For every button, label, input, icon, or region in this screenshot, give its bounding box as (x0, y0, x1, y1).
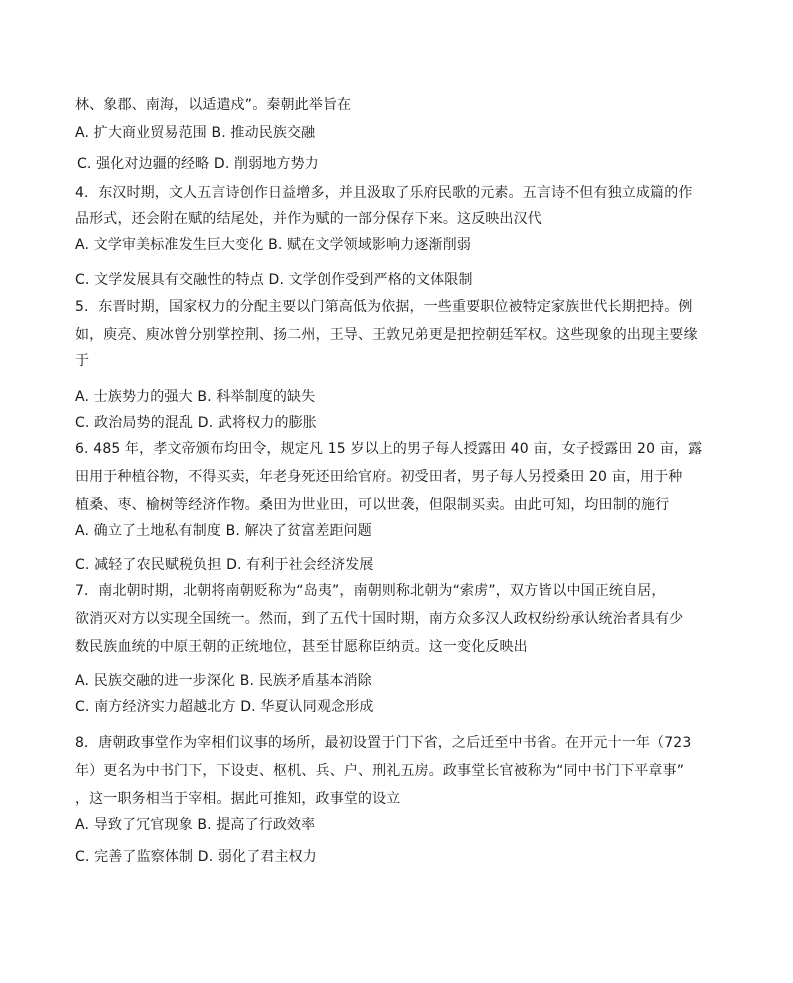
q7-stem-line2: 欲消灭对方以实现全国统一。然而，到了五代十国时期，南方众多汉人政权纷纷承认统治者具有少 (75, 611, 684, 627)
q8-stem-line3: ，这一职务相当于宰相。据此可推知，政事堂的设立 (75, 791, 401, 807)
q8-stem-line2: 年）更名为中书门下，下设吏、枢机、兵、户、刑礼五房。政事堂长官被称为“同中书门下平章事” (75, 763, 685, 779)
q6-stem-line3: 植桑、枣、榆树等经济作物。桑田为世业田，可以世袭，但限制买卖。由此可知，均田制的施行 (75, 497, 670, 513)
q6-stem-line2: 田用于种植谷物，不得买卖，年老身死还田给官府。初受田者，男子每人另授桑田 20 亩，用于种 (75, 469, 683, 485)
q3-stem-tail: 林、象郡、南海，以适遣戍”。秦朝此举旨在 (75, 97, 352, 113)
q3-options-ab: A. 扩大商业贸易范围 B. 推动民族交融 (75, 125, 316, 141)
q8-stem-line1: 8．唐朝政事堂作为宰相们议事的场所，最初设置于门下省，之后迁至中书省。在开元十一年（723 (75, 735, 692, 751)
q6-options-cd: C. 减轻了农民赋税负担 D. 有利于社会经济发展 (75, 557, 374, 573)
q4-options-ab: A. 文学审美标准发生巨大变化 B. 赋在文学领域影响力逐渐削弱 (75, 237, 471, 253)
q8-options-cd: C. 完善了监察体制 D. 弱化了君主权力 (75, 849, 317, 865)
q5-stem-line1: 5．东晋时期，国家权力的分配主要以门第高低为依据，一些重要职位被特定家族世代长期把持。例 (75, 299, 693, 315)
q5-stem-line3: 于 (75, 353, 90, 369)
q7-stem-line1: 7．南北朝时期，北朝将南朝贬称为“岛夷”，南朝则称北朝为“索虏”，双方皆以中国正统自居， (75, 583, 666, 599)
q4-stem-line2: 品形式，还会附在赋的结尾处，并作为赋的一部分保存下来。这反映出汉代 (75, 211, 542, 227)
q3-options-cd: C. 强化对边疆的经略 D. 削弱地方势力 (77, 156, 319, 172)
q5-options-cd: C. 政治局势的混乱 D. 武将权力的膨胀 (75, 415, 317, 431)
q7-stem-line3: 数民族血统的中原王朝的正统地位，甚至甘愿称臣纳贡。这一变化反映出 (75, 639, 528, 655)
q6-stem-line1: 6. 485 年，孝文帝颁布均田令，规定凡 15 岁以上的男子每人授露田 40 亩，女子授露田 20 亩，露 (75, 441, 703, 457)
q5-stem-line2: 如，庾亮、庾冰曾分别掌控荆、扬二州，王导、王敦兄弟更是把控朝廷军权。这些现象的出现主要缘 (75, 327, 698, 343)
q5-options-ab: A. 士族势力的强大 B. 科举制度的缺失 (75, 389, 316, 405)
q4-options-cd: C. 文学发展具有交融性的特点 D. 文学创作受到严格的文体限制 (75, 272, 473, 288)
q4-stem-line1: 4．东汉时期，文人五言诗创作日益增多，并且汲取了乐府民歌的元素。五言诗不但有独立成篇的作 (75, 185, 693, 201)
q8-options-ab: A. 导致了冗官现象 B. 提高了行政效率 (75, 817, 316, 833)
q7-options-cd: C. 南方经济实力超越北方 D. 华夏认同观念形成 (75, 699, 374, 715)
q6-options-ab: A. 确立了土地私有制度 B. 解决了贫富差距问题 (75, 523, 372, 539)
q7-options-ab: A. 民族交融的进一步深化 B. 民族矛盾基本消除 (75, 673, 372, 689)
